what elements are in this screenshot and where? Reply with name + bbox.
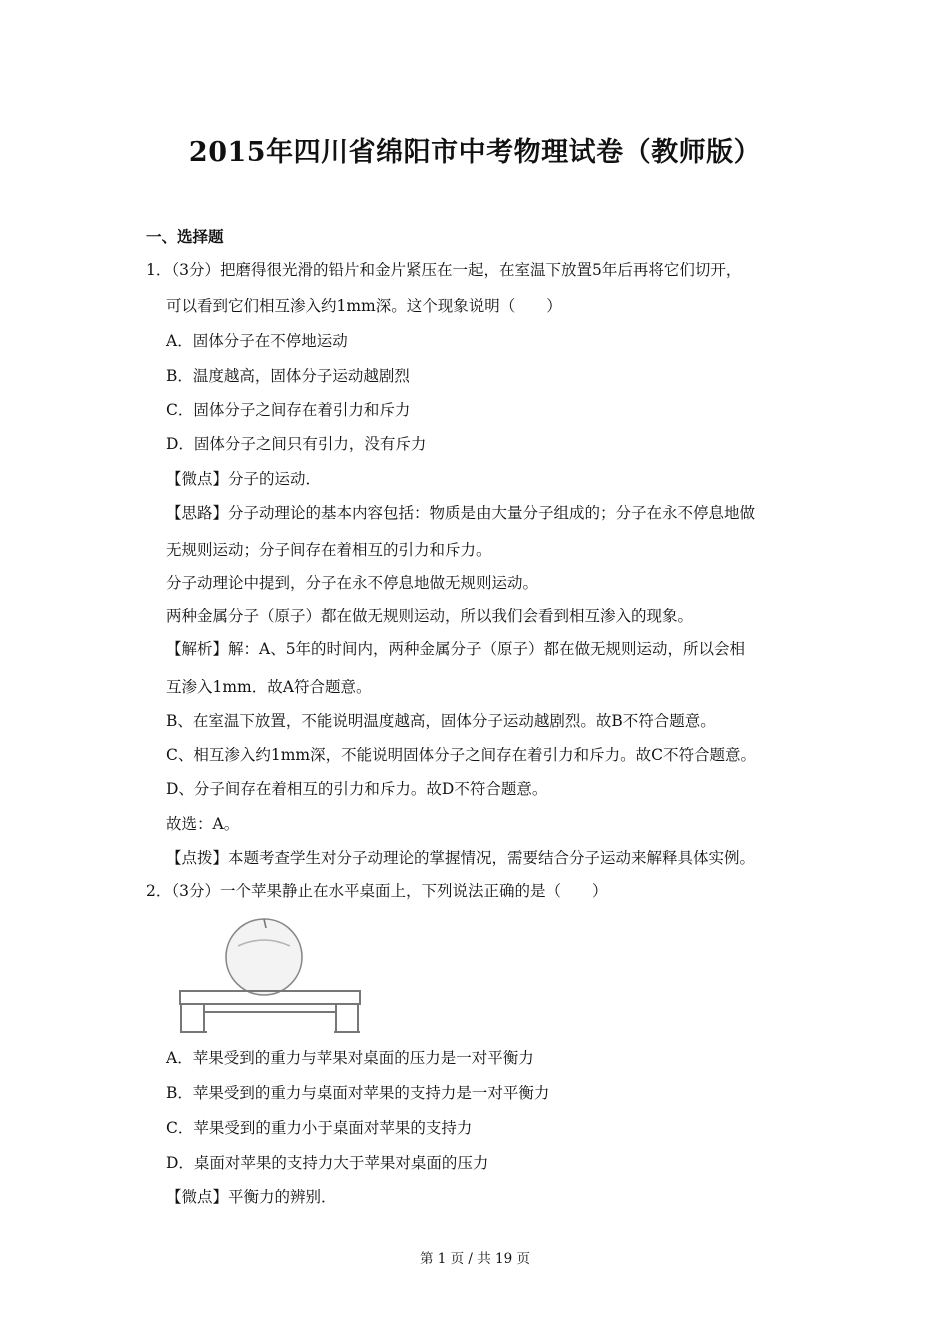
question-1-silu-line4: 两种金属分子（原子）都在做无规则运动，所以我们会看到相互渗入的现象。	[166, 607, 694, 625]
apple-icon	[226, 919, 302, 995]
question-1-jiexi-d: D、分子间存在着相互的引力和斥力。故D不符合题意。	[166, 780, 548, 798]
apple-on-table-figure	[178, 916, 368, 1034]
question-2-option-d: D．桌面对苹果的支持力大于苹果对桌面的压力	[166, 1154, 489, 1172]
question-2-option-c: C．苹果受到的重力小于桌面对苹果的支持力	[166, 1119, 473, 1137]
question-1-stem-cont: 可以看到它们相互渗入约1mm深。这个现象说明（ ）	[166, 297, 562, 315]
question-1-weidian: 【微点】分子的运动．	[166, 470, 322, 488]
question-1-option-c: C．固体分子之间存在着引力和斥力	[166, 401, 411, 419]
question-1-option-a: A．固体分子在不停地运动	[166, 332, 348, 350]
question-2-stem: 2．（3分）一个苹果静止在水平桌面上，下列说法正确的是（ ）	[146, 882, 608, 900]
question-1-stem: 1．（3分）把磨得很光滑的铅片和金片紧压在一起，在室温下放置5年后再将它们切开，	[146, 261, 742, 279]
document-title: 2015年四川省绵阳市中考物理试卷（教师版）	[188, 137, 762, 168]
question-1-silu-line3: 分子动理论中提到，分子在永不停息地做无规则运动。	[166, 574, 539, 592]
question-1-jiexi: 【解析】解：A、5年的时间内，两种金属分子（原子）都在做无规则运动，所以会相	[166, 640, 746, 658]
question-1-silu-cont: 无规则运动；分子间存在着相互的引力和斥力。	[166, 541, 492, 559]
question-2-option-a: A．苹果受到的重力与苹果对桌面的压力是一对平衡力	[166, 1049, 534, 1067]
question-1-jiexi-cont: 互渗入1mm．故A符合题意。	[166, 678, 372, 696]
question-1-option-b: B．温度越高，固体分子运动越剧烈	[166, 367, 410, 385]
question-1-option-d: D．固体分子之间只有引力，没有斥力	[166, 435, 427, 453]
page-number: 第 1 页 / 共 19 页	[419, 1251, 531, 1267]
question-1-jiexi-b: B、在室温下放置，不能说明温度越高，固体分子运动越剧烈。故B不符合题意。	[166, 712, 716, 730]
question-1-answer: 故选：A。	[166, 815, 240, 833]
question-2-weidian: 【微点】平衡力的辨别．	[166, 1188, 337, 1206]
question-1-silu: 【思路】分子动理论的基本内容包括：物质是由大量分子组成的；分子在永不停息地做	[166, 504, 756, 522]
question-2-option-b: B．苹果受到的重力与桌面对苹果的支持力是一对平衡力	[166, 1084, 550, 1102]
question-1-dianbo: 【点拨】本题考查学生对分子动理论的掌握情况，需要结合分子运动来解释具体实例。	[166, 849, 756, 867]
table-icon	[180, 991, 360, 1032]
question-1-jiexi-c: C、相互渗入约1mm深，不能说明固体分子之间存在着引力和斥力。故C不符合题意。	[166, 746, 756, 764]
section-heading: 一、选择题	[146, 227, 224, 246]
